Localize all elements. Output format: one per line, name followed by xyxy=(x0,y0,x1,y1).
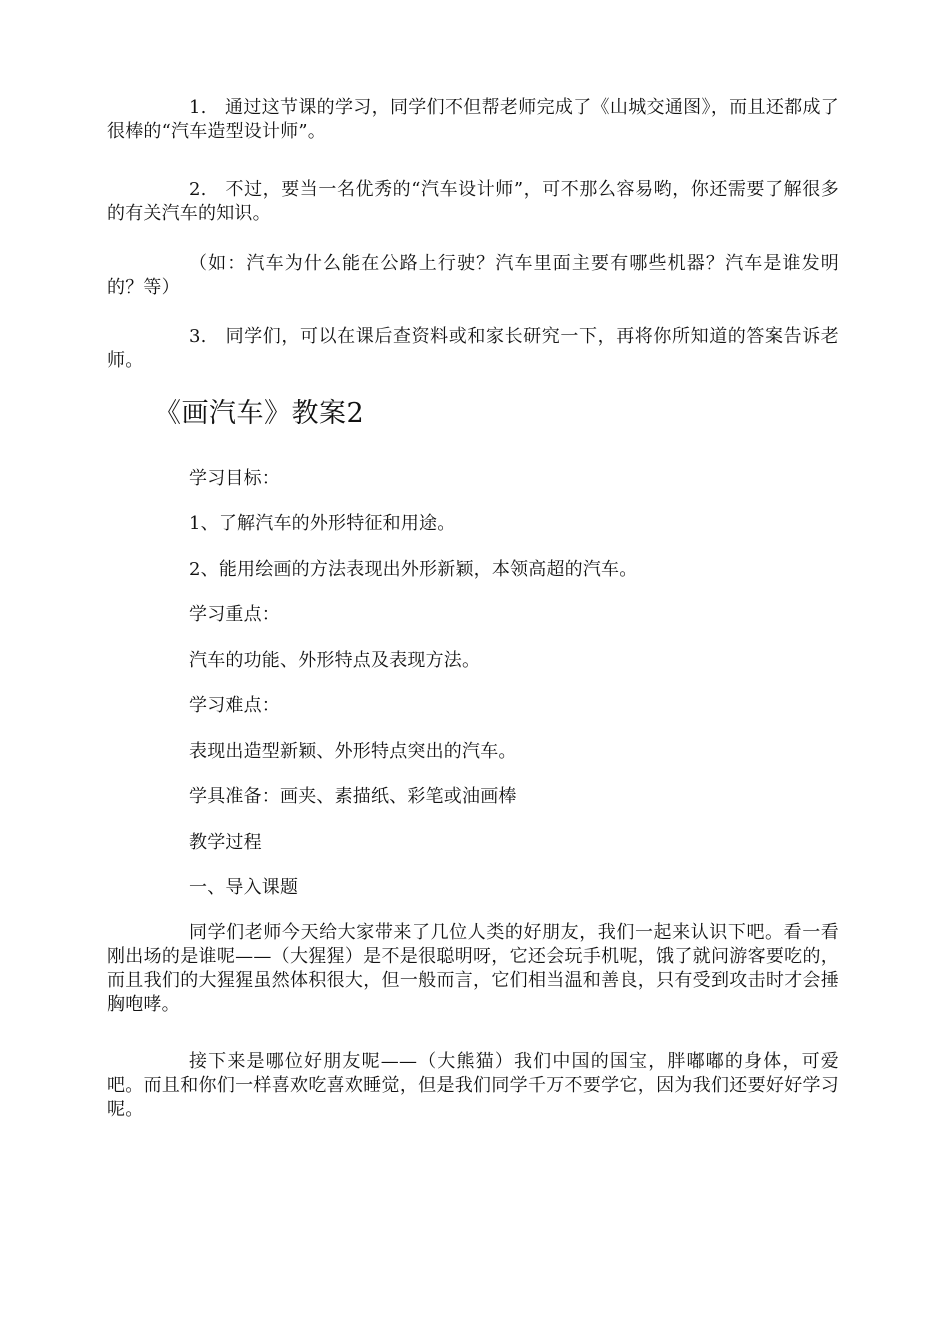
paragraph-panda: 接下来是哪位好朋友呢——（大熊猫）我们中国的国宝，胖嘟嘟的身体，可爱吧。而且和你们一样喜欢吃喜欢睡觉，但是我们同学千万不要学它，因为我们还要好好学习呢。 xyxy=(107,1051,839,1120)
teaching-process-label: 教学过程 xyxy=(189,832,262,853)
paragraph-3: 3. 同学们，可以在课后查资料或和家长研究一下，再将你所知道的答案告诉老师。 xyxy=(107,326,839,371)
paragraph-example: （如：汽车为什么能在公路上行驶？汽车里面主要有哪些机器？汽车是谁发明的？等） xyxy=(107,253,839,298)
difficulty-label: 学习难点： xyxy=(189,695,280,716)
materials-line: 学具准备：画夹、素描纸、彩笔或油画棒 xyxy=(189,786,517,807)
paragraph-1: 1. 通过这节课的学习，同学们不但帮老师完成了《山城交通图》，而且还都成了很棒的“汽车造型设计师”。 xyxy=(107,97,839,142)
learning-goals-label: 学习目标： xyxy=(189,468,280,489)
key-points-label: 学习重点： xyxy=(189,604,280,625)
paragraph-intro: 同学们老师今天给大家带来了几位人类的好朋友，我们一起来认识下吧。看一看刚出场的是谁呢——（大猩猩）是不是很聪明呀，它还会玩手机呢，饿了就问游客要吃的，而且我们的大猩猩虽然体积很大，但一般而言，它们相当温和善良，只有受到攻击时才会捶胸咆哮。 xyxy=(107,922,839,1015)
section-heading: 《画汽车》教案2 xyxy=(154,398,365,429)
key-points-text: 汽车的功能、外形特点及表现方法。 xyxy=(189,650,481,671)
goal-item-2: 2、能用绘画的方法表现出外形新颖，本领高超的汽车。 xyxy=(189,559,638,580)
section-one-title: 一、导入课题 xyxy=(189,877,299,898)
paragraph-2: 2. 不过，要当一名优秀的“汽车设计师”，可不那么容易哟，你还需要了解很多的有关汽车的知识。 xyxy=(107,179,839,224)
difficulty-text: 表现出造型新颖、外形特点突出的汽车。 xyxy=(189,741,517,762)
goal-item-1: 1、了解汽车的外形特征和用途。 xyxy=(189,513,456,534)
